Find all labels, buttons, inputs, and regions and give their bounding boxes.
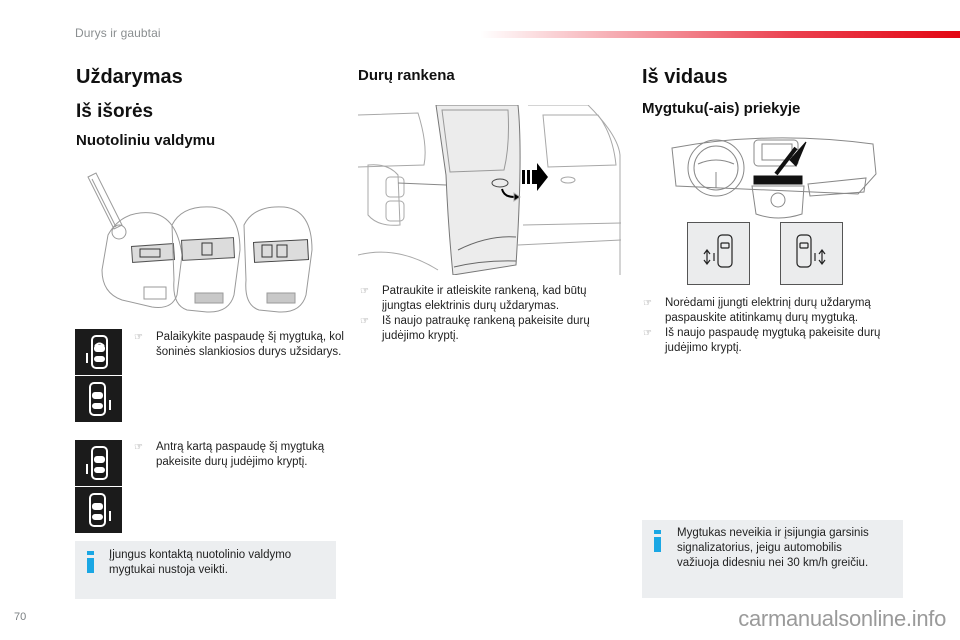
info-text: Įjungus kontaktą nuotolinio valdymo mygtukai nustoja veikti. (109, 549, 292, 576)
info-box-speed-limit (642, 520, 903, 598)
sliding-door-left-icon (75, 329, 122, 375)
pointing-hand-icon: ☞ (360, 316, 369, 327)
watermark: carmanualsonline.info (738, 606, 946, 631)
bullet-item: ☞ Antrą kartą paspaudę šį mygtuką pakeisite durų judėjimo kryptį. (134, 441, 325, 468)
section-title-from-inside: Iš vidaus (642, 66, 728, 88)
header-accent-bar (480, 31, 960, 38)
section-title-closing: Uždarymas (76, 66, 183, 88)
pointing-hand-icon: ☞ (643, 328, 652, 339)
running-head: Durys ir gaubtai (75, 26, 161, 40)
info-box-ignition (75, 541, 336, 599)
subtitle-from-outside: Iš išorės (76, 101, 154, 122)
bullet-item: ☞ Iš naujo patraukę rankeną pakeisite durų judėjimo kryptį. (360, 315, 590, 342)
bullet-item: ☞ Palaikykite paspaudę šį mygtuką, kol šoninės slankiosios durys užsidarys. (134, 331, 344, 358)
front-left-door-switch (687, 222, 750, 285)
info-text: Mygtukas neveikia ir įsijungia garsinis signalizatorius, jeigu automobilis važiuoja didesniu nei 30 km/h greičiu. (677, 527, 869, 569)
pointing-hand-icon: ☞ (134, 332, 143, 343)
sliding-door-left-icon (75, 440, 122, 486)
info-icon (87, 551, 95, 573)
heading-door-handle: Durų rankena (358, 67, 455, 84)
door-handle-instructions (360, 284, 622, 344)
remote-key-fobs-illustration (82, 165, 342, 315)
bullet-item: ☞ Norėdami įjungti elektrinį durų uždarymą paspauskite atitinkamų durų mygtuką. (643, 297, 871, 324)
sliding-door-right-icon (75, 487, 122, 533)
info-icon (654, 530, 662, 552)
subtitle-front-buttons: Mygtuku(-ais) priekyje (642, 100, 801, 117)
pointing-hand-icon: ☞ (360, 286, 369, 297)
dashboard-illustration (668, 134, 878, 220)
front-button-instructions (643, 296, 928, 356)
heading-remote-control: Nuotoliniu valdymu (76, 132, 216, 149)
front-right-door-switch (780, 222, 843, 285)
sliding-door-handle-illustration (358, 105, 621, 275)
pointing-hand-icon: ☞ (643, 298, 652, 309)
instruction-2-list (134, 440, 344, 470)
pointing-hand-icon: ☞ (134, 442, 143, 453)
page-number: 70 (14, 611, 27, 623)
instruction-1-list (134, 330, 344, 360)
bullet-item: ☞ Iš naujo paspaudę mygtuką pakeisite durų judėjimo kryptį. (643, 327, 881, 354)
bullet-item: ☞ Patraukite ir atleiskite rankeną, kad būtų įjungtas elektrinis durų uždarymas. (360, 285, 587, 312)
sliding-door-right-icon (75, 376, 122, 422)
